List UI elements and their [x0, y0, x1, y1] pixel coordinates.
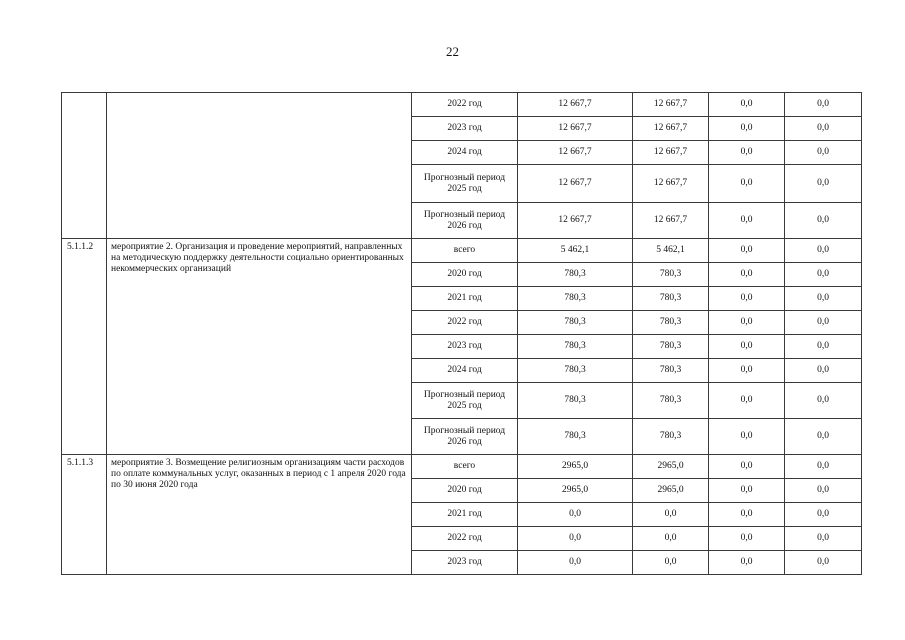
total-cell: 780,3 — [518, 335, 633, 359]
source-3-cell: 0,0 — [785, 165, 862, 203]
item-description — [107, 93, 412, 239]
source-3-cell: 0,0 — [785, 503, 862, 527]
source-3-cell: 0,0 — [785, 359, 862, 383]
source-2-cell: 0,0 — [709, 117, 785, 141]
period-cell: 2024 год — [412, 141, 518, 165]
source-3-cell: 0,0 — [785, 455, 862, 479]
total-cell: 12 667,7 — [518, 93, 633, 117]
total-cell: 780,3 — [518, 419, 633, 455]
source-1-cell: 12 667,7 — [633, 165, 709, 203]
period-cell: 2021 год — [412, 503, 518, 527]
table-row — [62, 239, 862, 263]
source-2-cell: 0,0 — [709, 551, 785, 575]
total-cell: 780,3 — [518, 263, 633, 287]
source-3-cell: 0,0 — [785, 419, 862, 455]
source-2-cell: 0,0 — [709, 287, 785, 311]
total-cell: 0,0 — [518, 503, 633, 527]
source-1-cell: 0,0 — [633, 503, 709, 527]
source-1-cell: 780,3 — [633, 311, 709, 335]
period-cell: 2022 год — [412, 93, 518, 117]
source-1-cell: 780,3 — [633, 263, 709, 287]
period-cell: Прогнозный период 2025 год — [412, 165, 518, 203]
source-2-cell: 0,0 — [709, 479, 785, 503]
table-row — [62, 455, 862, 479]
page-number: 22 — [446, 44, 459, 59]
source-3-cell: 0,0 — [785, 239, 862, 263]
table-row — [62, 93, 862, 117]
source-2-cell: 0,0 — [709, 141, 785, 165]
total-cell: 12 667,7 — [518, 203, 633, 239]
source-3-cell: 0,0 — [785, 551, 862, 575]
source-1-cell: 5 462,1 — [633, 239, 709, 263]
source-2-cell: 0,0 — [709, 203, 785, 239]
item-code: 5.1.1.2 — [62, 239, 107, 455]
source-2-cell: 0,0 — [709, 527, 785, 551]
source-3-cell: 0,0 — [785, 203, 862, 239]
source-1-cell: 0,0 — [633, 527, 709, 551]
source-1-cell: 0,0 — [633, 551, 709, 575]
period-cell: 2020 год — [412, 263, 518, 287]
source-1-cell: 780,3 — [633, 359, 709, 383]
period-cell: 2020 год — [412, 479, 518, 503]
source-2-cell: 0,0 — [709, 359, 785, 383]
total-cell: 2965,0 — [518, 479, 633, 503]
period-cell: Прогнозный период 2025 год — [412, 383, 518, 419]
source-1-cell: 780,3 — [633, 287, 709, 311]
period-cell: всего — [412, 455, 518, 479]
total-cell: 0,0 — [518, 551, 633, 575]
source-2-cell: 0,0 — [709, 263, 785, 287]
total-cell: 780,3 — [518, 383, 633, 419]
total-cell: 12 667,7 — [518, 117, 633, 141]
source-3-cell: 0,0 — [785, 383, 862, 419]
source-3-cell: 0,0 — [785, 263, 862, 287]
total-cell: 780,3 — [518, 359, 633, 383]
source-2-cell: 0,0 — [709, 165, 785, 203]
source-2-cell: 0,0 — [709, 335, 785, 359]
source-3-cell: 0,0 — [785, 335, 862, 359]
source-2-cell: 0,0 — [709, 455, 785, 479]
period-cell: 2023 год — [412, 335, 518, 359]
source-1-cell: 12 667,7 — [633, 203, 709, 239]
source-1-cell: 2965,0 — [633, 479, 709, 503]
total-cell: 0,0 — [518, 527, 633, 551]
period-cell: 2022 год — [412, 311, 518, 335]
source-1-cell: 12 667,7 — [633, 141, 709, 165]
source-3-cell: 0,0 — [785, 141, 862, 165]
source-3-cell: 0,0 — [785, 311, 862, 335]
total-cell: 12 667,7 — [518, 165, 633, 203]
period-cell: 2022 год — [412, 527, 518, 551]
period-cell: 2023 год — [412, 117, 518, 141]
source-2-cell: 0,0 — [709, 311, 785, 335]
source-1-cell: 12 667,7 — [633, 117, 709, 141]
source-2-cell: 0,0 — [709, 503, 785, 527]
total-cell: 780,3 — [518, 311, 633, 335]
item-code: 5.1.1.3 — [62, 455, 107, 575]
source-2-cell: 0,0 — [709, 239, 785, 263]
period-cell: Прогнозный период 2026 год — [412, 203, 518, 239]
source-1-cell: 12 667,7 — [633, 93, 709, 117]
source-1-cell: 2965,0 — [633, 455, 709, 479]
source-3-cell: 0,0 — [785, 287, 862, 311]
budget-table — [61, 92, 862, 575]
total-cell: 5 462,1 — [518, 239, 633, 263]
source-2-cell: 0,0 — [709, 93, 785, 117]
total-cell: 780,3 — [518, 287, 633, 311]
total-cell: 2965,0 — [518, 455, 633, 479]
item-code — [62, 93, 107, 239]
source-1-cell: 780,3 — [633, 335, 709, 359]
source-3-cell: 0,0 — [785, 117, 862, 141]
source-2-cell: 0,0 — [709, 419, 785, 455]
source-3-cell: 0,0 — [785, 479, 862, 503]
table-body — [62, 93, 862, 575]
source-1-cell: 780,3 — [633, 383, 709, 419]
item-description: мероприятие 2. Организация и проведение мероприятий, направленных на методическую поддержку деятельности социально ориентированных некоммерческих организаций — [107, 239, 412, 455]
item-description: мероприятие 3. Возмещение религиозным организациям части расходов по оплате коммунальных услуг, оказанных в период с 1 апреля 2020 года по 30 июня 2020 года — [107, 455, 412, 575]
period-cell: 2024 год — [412, 359, 518, 383]
source-3-cell: 0,0 — [785, 527, 862, 551]
source-3-cell: 0,0 — [785, 93, 862, 117]
source-1-cell: 780,3 — [633, 419, 709, 455]
period-cell: 2023 год — [412, 551, 518, 575]
source-2-cell: 0,0 — [709, 383, 785, 419]
period-cell: 2021 год — [412, 287, 518, 311]
total-cell: 12 667,7 — [518, 141, 633, 165]
period-cell: всего — [412, 239, 518, 263]
period-cell: Прогнозный период 2026 год — [412, 419, 518, 455]
